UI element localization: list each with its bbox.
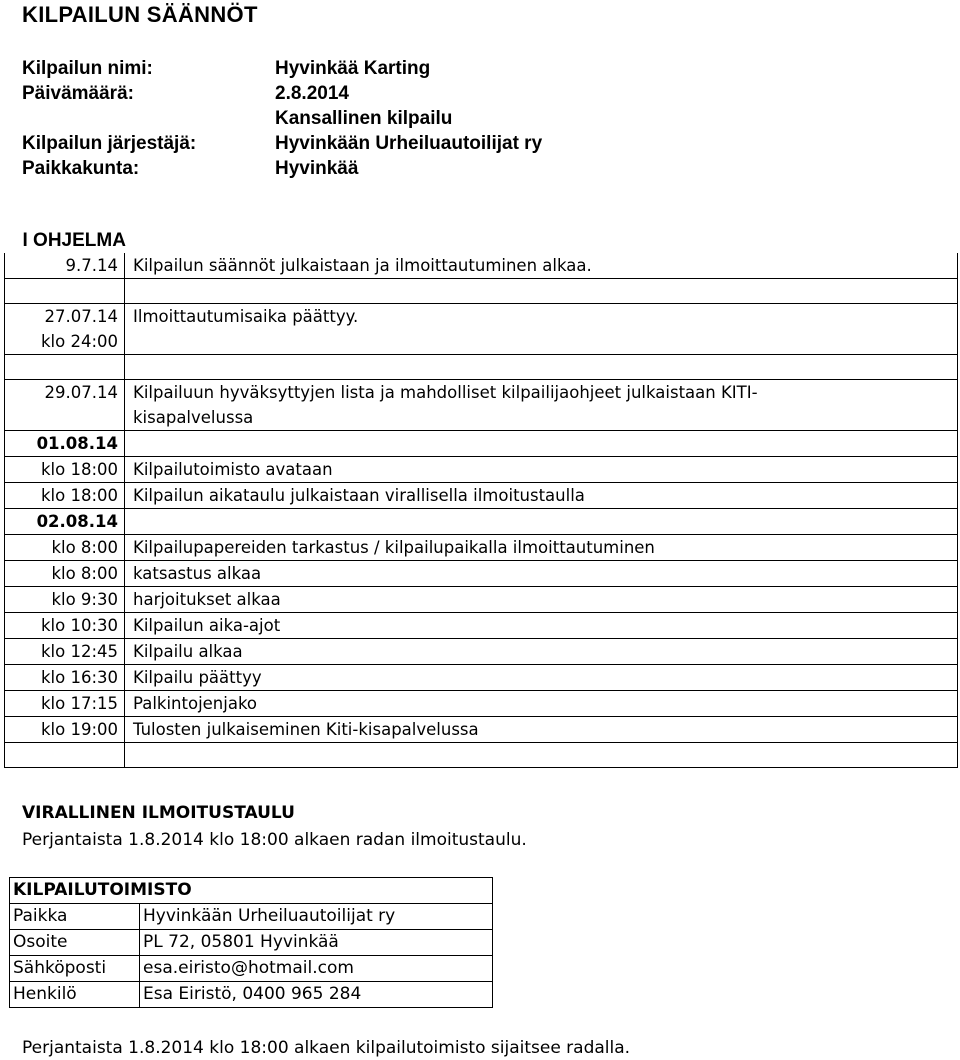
office-email[interactable]: esa.eiristo@hotmail.com xyxy=(140,956,493,982)
program-text-line: kisapalvelussa xyxy=(133,408,254,427)
program-row xyxy=(5,691,958,717)
program-heading-row xyxy=(5,228,958,253)
office-row xyxy=(10,956,493,982)
program-time-clock: klo 24:00 xyxy=(40,332,118,351)
info-label: Päivämäärä: xyxy=(22,83,134,104)
info-value: Hyvinkää xyxy=(275,158,359,179)
program-row xyxy=(5,380,958,431)
office-table xyxy=(9,877,493,1008)
program-text: Kilpailupapereiden tarkastus / kilpailupaikalla ilmoittautuminen xyxy=(125,535,958,561)
program-time xyxy=(5,304,125,355)
info-label: Kilpailun järjestäjä: xyxy=(22,133,197,154)
office-value: Hyvinkään Urheiluautoilijat ry xyxy=(140,904,493,930)
program-row xyxy=(5,253,958,279)
program-row xyxy=(5,483,958,509)
program-text: harjoitukset alkaa xyxy=(125,587,958,613)
board-heading: VIRALLINEN ILMOITUSTAULU xyxy=(22,803,295,823)
program-time: klo 10:30 xyxy=(5,613,125,639)
program-text: Kilpailu päättyy xyxy=(125,665,958,691)
office-key: Henkilö xyxy=(10,982,140,1008)
board-text: Perjantaista 1.8.2014 klo 18:00 alkaen radan ilmoitustaulu. xyxy=(22,830,527,850)
program-text: Kilpailutoimisto avataan xyxy=(125,457,958,483)
program-row xyxy=(5,561,958,587)
program-table xyxy=(4,228,958,768)
program-time: klo 17:15 xyxy=(5,691,125,717)
office-key: Paikka xyxy=(10,904,140,930)
program-time: klo 19:00 xyxy=(5,717,125,743)
program-time: klo 16:30 xyxy=(5,665,125,691)
program-text xyxy=(125,380,958,431)
program-time: 9.7.14 xyxy=(5,253,125,279)
info-label: Kilpailun nimi: xyxy=(22,58,153,79)
program-row xyxy=(5,304,958,355)
program-row xyxy=(5,535,958,561)
office-row xyxy=(10,904,493,930)
program-time: 29.07.14 xyxy=(5,380,125,431)
program-text: Palkintojenjako xyxy=(125,691,958,717)
office-heading: KILPAILUTOIMISTO xyxy=(10,878,493,904)
program-heading: I OHJELMA xyxy=(22,230,126,251)
program-row xyxy=(5,639,958,665)
program-time-date: 27.07.14 xyxy=(44,307,118,326)
program-text: katsastus alkaa xyxy=(125,561,958,587)
office-value: Esa Eiristö, 0400 965 284 xyxy=(140,982,493,1008)
page-title: KILPAILUN SÄÄNNÖT xyxy=(22,2,258,27)
program-row xyxy=(5,587,958,613)
program-text: Kilpailun säännöt julkaistaan ja ilmoittautuminen alkaa. xyxy=(125,253,958,279)
program-text: Ilmoittautumisaika päättyy. xyxy=(125,304,958,355)
program-time: klo 8:00 xyxy=(5,561,125,587)
program-row xyxy=(5,665,958,691)
info-value: Kansallinen kilpailu xyxy=(275,108,453,129)
program-day-row xyxy=(5,431,958,457)
program-time: klo 9:30 xyxy=(5,587,125,613)
info-value: Hyvinkää Karting xyxy=(275,58,431,79)
program-text: Tulosten julkaiseminen Kiti-kisapalvelussa xyxy=(125,717,958,743)
program-row xyxy=(5,613,958,639)
office-row xyxy=(10,930,493,956)
program-text: Kilpailun aika-ajot xyxy=(125,613,958,639)
info-value: Hyvinkään Urheiluautoilijat ry xyxy=(275,133,543,154)
program-day-row xyxy=(5,509,958,535)
program-text: Kilpailu alkaa xyxy=(125,639,958,665)
program-time: klo 18:00 xyxy=(5,457,125,483)
office-value: PL 72, 05801 Hyvinkää xyxy=(140,930,493,956)
program-spacer-row xyxy=(5,355,958,380)
program-text-line: Kilpailuun hyväksyttyjen lista ja mahdolliset kilpailijaohjeet julkaistaan KITI- xyxy=(133,383,758,402)
info-value: 2.8.2014 xyxy=(275,83,349,104)
office-row xyxy=(10,982,493,1008)
info-label: Paikkakunta: xyxy=(22,158,140,179)
program-time: klo 18:00 xyxy=(5,483,125,509)
program-spacer-row xyxy=(5,279,958,304)
office-key: Osoite xyxy=(10,930,140,956)
program-time: klo 12:45 xyxy=(5,639,125,665)
program-text: Kilpailun aikataulu julkaistaan virallisella ilmoitustaulla xyxy=(125,483,958,509)
footer-text: Perjantaista 1.8.2014 klo 18:00 alkaen kilpailutoimisto sijaitsee radalla. xyxy=(22,1038,631,1058)
program-day: 02.08.14 xyxy=(5,509,125,535)
program-time: klo 8:00 xyxy=(5,535,125,561)
program-day: 01.08.14 xyxy=(5,431,125,457)
office-heading-row xyxy=(10,878,493,904)
program-row xyxy=(5,717,958,743)
program-row xyxy=(5,457,958,483)
office-key: Sähköposti xyxy=(10,956,140,982)
program-spacer-row xyxy=(5,743,958,768)
